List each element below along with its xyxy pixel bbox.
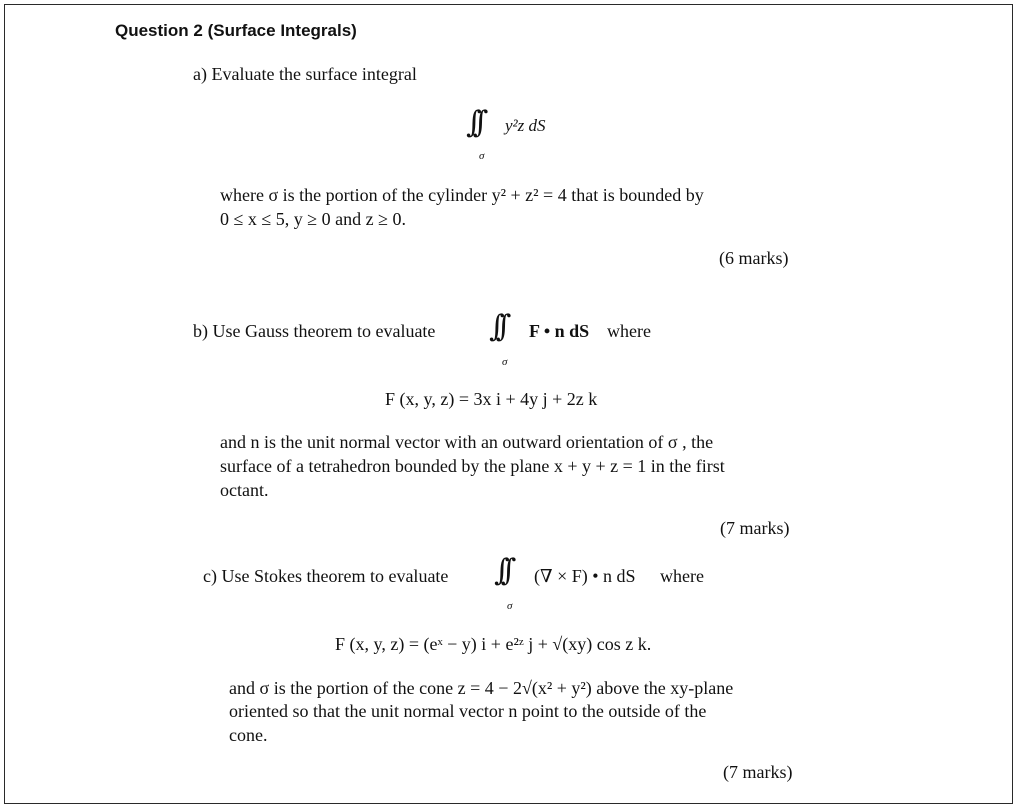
part-c-description-line3: cone.: [229, 725, 268, 745]
part-c-marks: (7 marks): [723, 762, 793, 782]
double-integral-symbol: ∫∫: [489, 309, 503, 344]
part-b-field: F (x, y, z) = 3x i + 4y j + 2z k: [385, 389, 598, 409]
question-title: Question 2 (Surface Integrals): [115, 21, 357, 40]
part-c-integral: [494, 553, 508, 588]
part-b-description-line1: and n is the unit normal vector with an outward orientation of σ , the: [220, 432, 714, 452]
part-b-integrand: F • n dS: [529, 321, 590, 341]
part-a-description-line2: 0 ≤ x ≤ 5, y ≥ 0 and z ≥ 0.: [220, 209, 406, 229]
part-a-integrand: y²z dS: [505, 116, 546, 135]
part-c-integrand: (∇ × F) • n dS: [534, 566, 636, 586]
part-a-region: σ: [479, 150, 485, 162]
double-integral-symbol: ∫∫: [466, 105, 480, 140]
part-b-description-line2: surface of a tetrahedron bounded by the plane x + y + z = 1 in the first: [220, 456, 725, 476]
part-a-intro: a) Evaluate the surface integral: [193, 64, 417, 84]
part-a-marks: (6 marks): [719, 248, 789, 268]
part-c-field: F (x, y, z) = (eˣ − y) i + e²ᶻ j + √(xy) cos z k.: [335, 634, 652, 654]
part-c-description-line1: and σ is the portion of the cone z = 4 − 2√(x² + y²) above the xy-plane: [229, 678, 734, 698]
part-c-intro: c) Use Stokes theorem to evaluate: [203, 566, 449, 586]
part-c-region: σ: [507, 600, 513, 612]
part-b-marks: (7 marks): [720, 518, 790, 538]
double-integral-symbol: ∫∫: [494, 553, 508, 588]
part-b-where: where: [607, 321, 651, 341]
part-b-integral: [489, 309, 503, 344]
part-b-region: σ: [502, 356, 508, 368]
part-b-intro: b) Use Gauss theorem to evaluate: [193, 321, 436, 341]
part-c-where: where: [660, 566, 704, 586]
part-a-integral: [466, 105, 480, 140]
part-a-description-line1: where σ is the portion of the cylinder y² + z² = 4 that is bounded by: [220, 185, 704, 205]
part-b-description-line3: octant.: [220, 480, 269, 500]
part-c-description-line2: oriented so that the unit normal vector n point to the outside of the: [229, 701, 707, 721]
